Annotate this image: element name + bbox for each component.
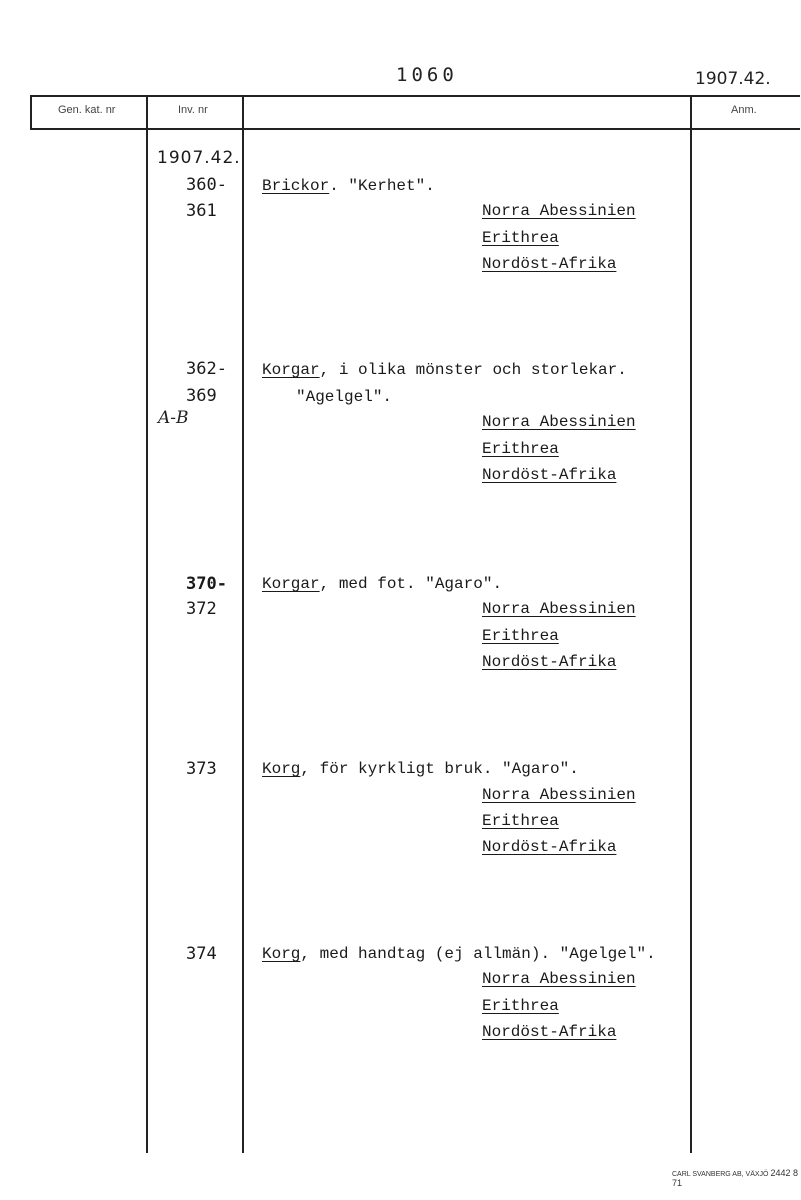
object-details: , med handtag (ej allmän). "Agelgel". (300, 945, 656, 963)
inv-number-start: 370- (186, 574, 227, 594)
place-country: Erithrea (482, 440, 559, 458)
inv-number-start: 374 (186, 944, 217, 964)
object-name: Korg (262, 945, 301, 963)
place-region: Norra Abessinien (482, 970, 636, 988)
entry-description (262, 760, 579, 778)
object-details: , för kyrkligt bruk. "Agaro". (300, 760, 579, 778)
place-continent: Nordöst-Afrika (482, 838, 617, 856)
inv-number-start: 373 (186, 759, 217, 779)
place-region: Norra Abessinien (482, 413, 636, 431)
place-continent: Nordöst-Afrika (482, 255, 617, 273)
column-divider-desc-anm (690, 95, 692, 1153)
column-header-gen-kat: Gen. kat. nr (58, 104, 116, 116)
object-name: Korgar (262, 575, 320, 593)
place-region: Norra Abessinien (482, 600, 636, 618)
place-continent: Nordöst-Afrika (482, 466, 617, 484)
object-details: , i olika mönster och storlekar. (319, 361, 627, 379)
inv-year-label: 1907.42. (157, 148, 241, 168)
printer-name: CARL SVANBERG AB, VÄXJÖ (672, 1171, 769, 1178)
inv-number-end: 361 (186, 201, 217, 221)
place-continent: Nordöst-Afrika (482, 653, 617, 671)
object-details: . "Kerhet". (329, 177, 435, 195)
inv-number-end: 372 (186, 599, 217, 619)
place-country: Erithrea (482, 997, 559, 1015)
accession-id: 1907.42. (695, 69, 771, 89)
entry-description (262, 575, 502, 593)
inv-number-end: 369 (186, 386, 217, 406)
place-country: Erithrea (482, 812, 559, 830)
object-name: Korgar (262, 361, 320, 379)
entry-description-line2: "Agelgel". (296, 388, 393, 406)
page-number: 1060 (396, 64, 458, 86)
place-country: Erithrea (482, 229, 559, 247)
column-divider-gen-inv (146, 95, 148, 1153)
object-details: , med fot. "Agaro". (319, 575, 503, 593)
entry-description (262, 177, 435, 195)
inv-number-start: 360- (186, 175, 227, 195)
table-left-border (30, 95, 32, 130)
handwritten-inv-note: A-B (158, 408, 189, 428)
column-divider-inv-desc (242, 95, 244, 1153)
object-name: Brickor (262, 177, 330, 195)
entry-description (262, 361, 627, 379)
column-header-inv: Inv. nr (178, 104, 208, 116)
form-code: 2442 8 71 (672, 1168, 798, 1188)
place-region: Norra Abessinien (482, 202, 636, 220)
object-name: Korg (262, 760, 301, 778)
inv-number-start: 362- (186, 359, 227, 379)
column-header-anm: Anm. (731, 104, 757, 116)
place-country: Erithrea (482, 627, 559, 645)
printer-imprint (672, 1168, 801, 1188)
entry-description (262, 945, 656, 963)
place-region: Norra Abessinien (482, 786, 636, 804)
place-continent: Nordöst-Afrika (482, 1023, 617, 1041)
